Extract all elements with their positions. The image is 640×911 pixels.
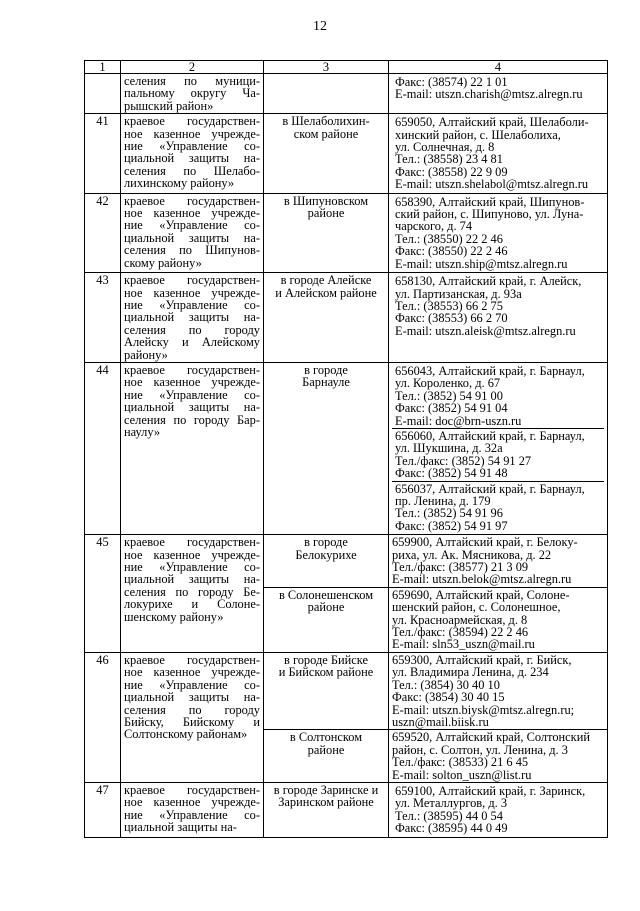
institution-name [121, 782, 264, 837]
office-address [392, 784, 604, 836]
text-line: районе [307, 600, 345, 615]
text-line: селения по Шелабо- [124, 163, 260, 178]
text-line: Белокурихе [295, 547, 357, 562]
text-line: в Шелаболихин- [282, 114, 370, 129]
contact-details [389, 652, 608, 729]
text-line: Факс: (38574) 22 1 01 [395, 75, 508, 89]
text-line: 659300, Алтайский край, г. Бийск, [392, 652, 572, 667]
text-line: Тел.: (3852) 54 91 96 [395, 506, 503, 521]
text-line: Солтонскому районам» [124, 727, 248, 742]
text-line: Факс: (38553) 66 2 70 [395, 311, 508, 326]
column-number: 4 [389, 61, 608, 74]
text-line: ул. Солнечная, д. 8 [395, 140, 495, 155]
text-line: E-mail: sln53_uszn@mail.ru [392, 637, 535, 652]
institution-name [121, 273, 264, 363]
row-number: 46 [85, 652, 121, 782]
text-line: Факс: (3852) 54 91 04 [395, 401, 508, 416]
text-line: краевое государствен- [124, 114, 260, 129]
text-line: Алейску и Алейскому [124, 335, 260, 350]
text-line: E-mail: utszn.biysk@mtsz.alregn.ru; [392, 702, 575, 717]
text-line: циальной защиты на- [124, 572, 260, 587]
text-line: наулу» [124, 424, 161, 439]
office-address [392, 75, 604, 102]
table-row [85, 362, 608, 534]
institution-name [121, 193, 264, 272]
text-line: 659690, Алтайский край, Солоне- [392, 587, 570, 602]
text-line: uszn@mail.biisk.ru [392, 714, 489, 729]
table-row [85, 193, 608, 272]
text-line: шенскому району» [124, 609, 224, 624]
text-line: Факс: (3852) 54 91 48 [395, 466, 508, 481]
contact-details [389, 730, 608, 783]
contact-details [389, 114, 608, 193]
text-line: ние «Управление со- [124, 560, 260, 575]
text-line: краевое государствен- [124, 652, 260, 667]
row-number: 41 [85, 114, 121, 193]
text-line: ском районе [293, 126, 359, 141]
text-line: Факс: (38550) 22 2 46 [395, 244, 508, 259]
text-line: Тел.: (38558) 23 4 81 [395, 152, 503, 167]
text-line: локурихе и Солоне- [124, 597, 260, 612]
service-territory [264, 730, 389, 783]
text-line: краевое государствен- [124, 193, 260, 208]
office-address [392, 274, 604, 338]
text-line: району» [124, 347, 168, 362]
text-line: 659100, Алтайский край, г. Заринск, [395, 783, 586, 798]
contact-details [389, 782, 608, 837]
institution-name [121, 114, 264, 193]
text-line: 656060, Алтайский край, г. Барнаул, [395, 428, 585, 443]
text-line: в Солонешенском [278, 587, 374, 602]
text-line: селения по Шипунов- [124, 243, 260, 258]
text-line: Факс: (38595) 44 0 49 [395, 821, 508, 836]
text-line: E-mail: utszn.aleisk@mtsz.alregn.ru [395, 323, 576, 338]
row-number: 47 [85, 782, 121, 837]
text-line: Бийску, Бийскому и [124, 714, 260, 729]
text-line: Тел./факс: (3852) 54 91 27 [395, 453, 532, 468]
service-territory [264, 362, 389, 534]
text-line: циальной защиты на- [124, 151, 260, 166]
text-line: Факс: (38558) 22 9 09 [395, 164, 508, 179]
institutions-table [84, 60, 608, 838]
text-line: циальной защиты на- [124, 400, 260, 415]
text-line: пр. Ленина, д. 179 [395, 494, 491, 508]
text-line: Тел./факс: (38577) 21 3 09 [392, 560, 529, 575]
text-line: 658130, Алтайский край, г. Алейск, [395, 274, 582, 289]
text-line: ное казенное учрежде- [124, 375, 260, 390]
column-number-row [85, 61, 608, 74]
text-line: ние «Управление со- [124, 297, 260, 312]
text-line: селения по городу Бар- [124, 412, 260, 427]
text-line: ул. Партизанская, д. 93а [395, 286, 522, 301]
row-number: 44 [85, 362, 121, 534]
text-line: циальной защиты на- [124, 230, 260, 245]
service-territory [264, 114, 389, 193]
column-number: 2 [121, 61, 264, 74]
text-line: E-mail: doc@brn-uszn.ru [395, 413, 522, 428]
service-territory [264, 652, 389, 729]
text-line: в городе Алейске [280, 273, 372, 288]
text-line: район, с. Солтон, ул. Ленина, д. 3 [392, 742, 568, 757]
office-address [392, 481, 604, 534]
text-line: в городе Заринске и [273, 782, 379, 797]
text-line: циальной защиты на- [124, 310, 260, 325]
text-line: в городе [304, 535, 348, 550]
text-line: и Бийском районе [278, 665, 374, 680]
text-line: Барнауле [302, 375, 350, 390]
table-row [85, 114, 608, 193]
service-territory [264, 587, 389, 652]
service-territory [264, 193, 389, 272]
text-line: селения по городу Бе- [124, 584, 260, 599]
text-line: краевое государствен- [124, 362, 260, 377]
table-row [85, 74, 608, 114]
contact-details [389, 273, 608, 363]
service-territory [264, 535, 389, 588]
text-line: E-mail: solton_uszn@list.ru [392, 767, 532, 782]
text-line: районе [307, 206, 345, 221]
office-address [392, 115, 604, 191]
text-line: лихинскому району» [124, 176, 235, 191]
table-row [85, 782, 608, 837]
text-line: ул. Металлургов, д. 3 [395, 796, 508, 811]
row-number: 42 [85, 193, 121, 272]
office-address [392, 195, 604, 271]
text-line: E-mail: utszn.ship@mtsz.alregn.ru [395, 256, 568, 271]
text-line: Тел.: (38550) 22 2 46 [395, 231, 503, 246]
text-line: ное казенное учрежде- [124, 126, 260, 141]
text-line: скому району» [124, 255, 202, 270]
column-number: 3 [264, 61, 389, 74]
text-line: селения по городу [124, 322, 260, 337]
text-line: и Алейском районе [275, 285, 377, 300]
text-line: ное казенное учрежде- [124, 795, 260, 810]
text-line: краевое государствен- [124, 535, 260, 550]
text-line: чарского, д. 74 [395, 219, 473, 234]
text-line: ул. Шукшина, д. 32а [395, 441, 503, 456]
text-line: Факс: (3854) 30 40 15 [392, 690, 505, 705]
institution-name [121, 74, 264, 114]
text-line: ние «Управление со- [124, 139, 260, 154]
text-line: риха, ул. Ак. Мясникова, д. 22 [392, 547, 552, 562]
text-line: 658390, Алтайский край, Шипунов- [395, 194, 585, 209]
text-line: в Солтонском [289, 730, 363, 745]
service-territory [264, 74, 389, 114]
text-line: селения по муници- [124, 74, 260, 88]
contact-details [389, 587, 608, 652]
contact-details [389, 535, 608, 588]
page-number: 12 [313, 19, 327, 34]
text-line: в городе [304, 362, 348, 377]
table-row [85, 652, 608, 729]
text-line: E-mail: utszn.charish@mtsz.alregn.ru [395, 87, 583, 102]
text-line: ул. Короленко, д. 67 [395, 376, 501, 391]
text-line: ное казенное учрежде- [124, 665, 260, 680]
text-line: в Шипуновском [283, 193, 369, 208]
text-line: ние «Управление со- [124, 387, 260, 402]
contact-details [389, 74, 608, 114]
text-line: рышский район» [124, 98, 214, 113]
text-line: E-mail: utszn.shelabol@mtsz.alregn.ru [395, 177, 589, 192]
text-line: шенский район, с. Солонешное, [392, 600, 561, 615]
text-line: краевое государствен- [124, 782, 260, 797]
table-row [85, 535, 608, 588]
text-line: Тел.: (38553) 66 2 75 [395, 298, 503, 313]
text-line: ский район, с. Шипуново, ул. Луна- [395, 207, 584, 222]
text-line: 659520, Алтайский край, Солтонский [392, 730, 590, 745]
text-line: E-mail: utszn.belok@mtsz.alregn.ru [392, 572, 572, 587]
text-line: ние «Управление со- [124, 218, 260, 233]
row-number: 43 [85, 273, 121, 363]
text-line: ние «Управление со- [124, 807, 260, 822]
text-line: Тел.: (38595) 44 0 54 [395, 808, 503, 823]
text-line: 656037, Алтайский край, г. Барнаул, [395, 481, 585, 496]
text-line: краевое государствен- [124, 273, 260, 288]
row-number [85, 74, 121, 114]
text-line: Тел.: (3854) 30 40 10 [392, 677, 500, 692]
text-line: циальной защиты на- [124, 690, 260, 705]
service-territory [264, 782, 389, 837]
text-line: ул. Красноармейская, д. 8 [392, 612, 528, 627]
contact-details [389, 362, 608, 534]
institution-name [121, 535, 264, 653]
column-number: 1 [85, 61, 121, 74]
row-number: 45 [85, 535, 121, 653]
text-line: хинский район, с. Шелаболиха, [395, 127, 561, 142]
text-line: районе [307, 742, 345, 757]
institution-name [121, 652, 264, 782]
text-line: ное казенное учрежде- [124, 285, 260, 300]
text-line: Тел./факс: (38594) 22 2 46 [392, 625, 529, 640]
text-line: циальной защиты на- [124, 820, 237, 835]
text-line: ние «Управление со- [124, 677, 260, 692]
institution-name [121, 362, 264, 534]
office-address [392, 428, 604, 481]
contact-details [389, 193, 608, 272]
text-line: ное казенное учрежде- [124, 547, 260, 562]
text-line: 659900, Алтайский край, г. Белоку- [392, 535, 578, 550]
text-line: пальному округу Ча- [124, 86, 260, 101]
text-line: Заринском районе [278, 795, 374, 810]
text-line: Тел.: (3852) 54 91 00 [395, 388, 503, 403]
text-line: в городе Бийске [284, 652, 368, 667]
text-line: 656043, Алтайский край, г. Барнаул, [395, 363, 585, 378]
table-row [85, 273, 608, 363]
text-line: ул. Владимира Ленина, д. 234 [392, 665, 549, 680]
text-line: ное казенное учрежде- [124, 206, 260, 221]
text-line: Факс: (3852) 54 91 97 [395, 518, 508, 533]
office-address [392, 364, 604, 428]
service-territory [264, 273, 389, 363]
text-line: селения по городу [124, 702, 260, 717]
text-line: 659050, Алтайский край, Шелаболи- [395, 115, 589, 130]
text-line: Тел./факс: (38533) 21 6 45 [392, 755, 529, 770]
